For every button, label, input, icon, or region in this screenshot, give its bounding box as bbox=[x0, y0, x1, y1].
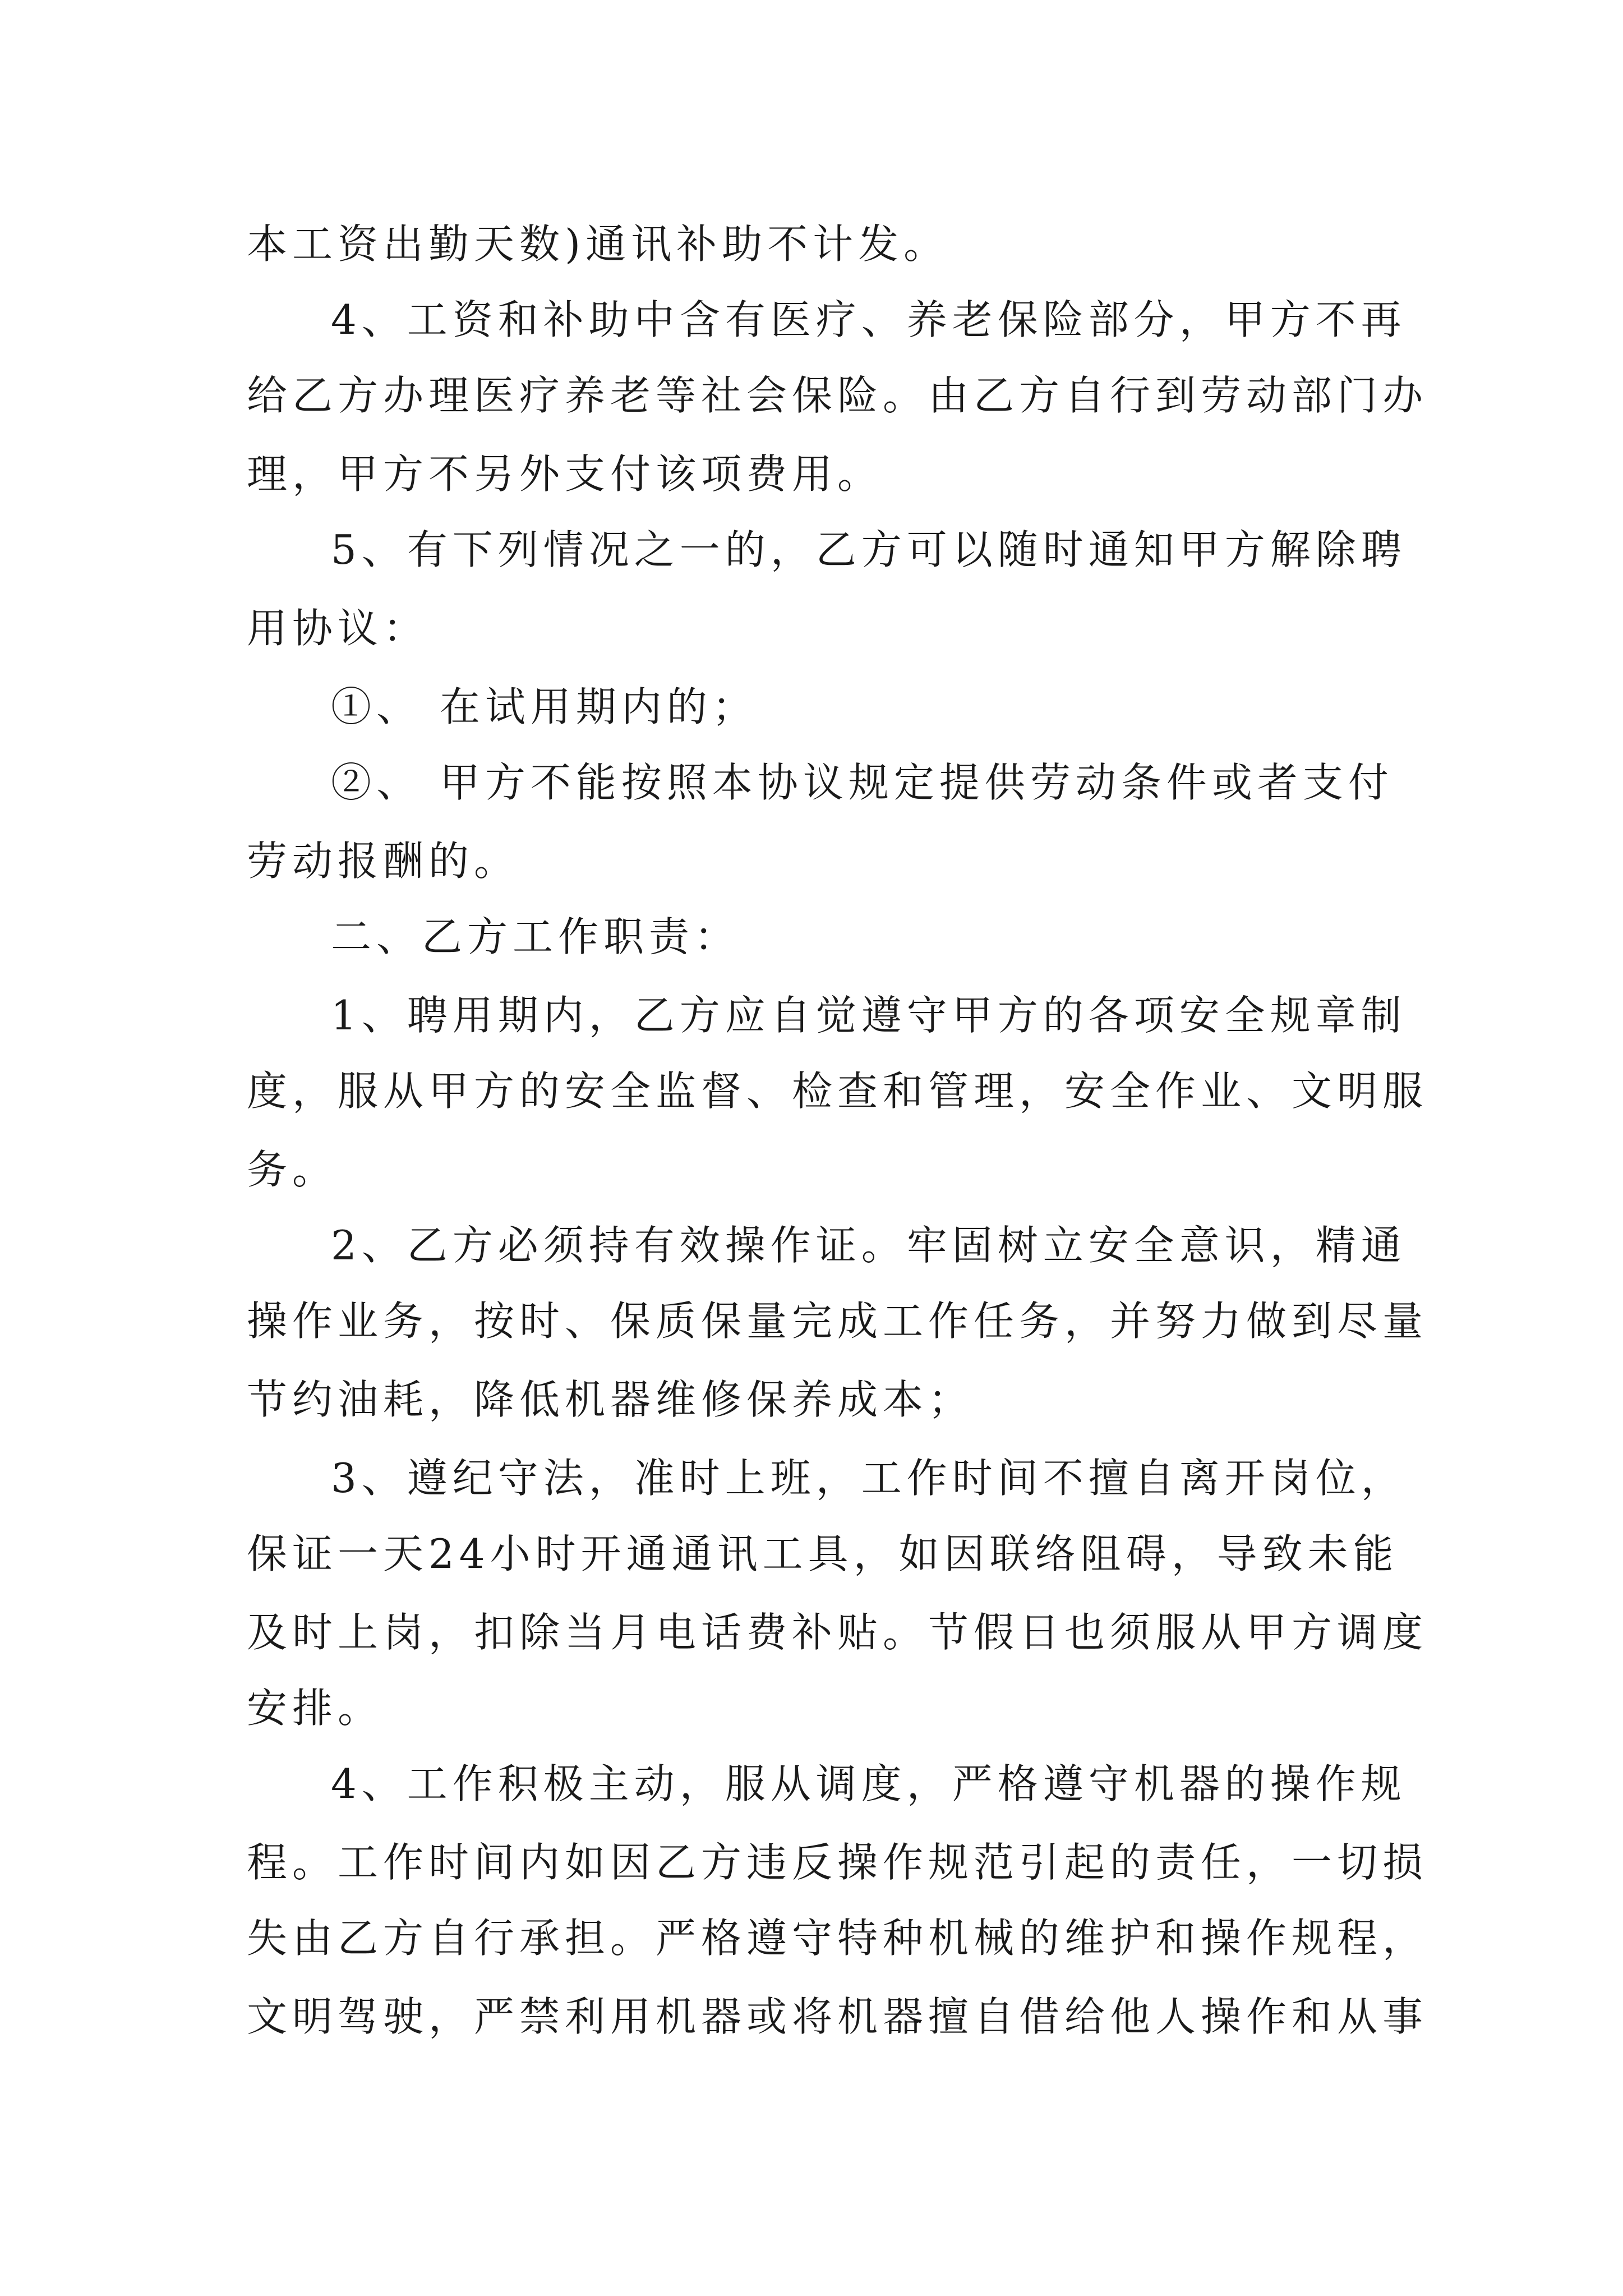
text-line: 度，服从甲方的安全监督、检查和管理，安全作业、文明服 bbox=[247, 1068, 1428, 1115]
text-line: 安排。 bbox=[247, 1685, 384, 1732]
text-line: 保证一天24小时开通通讯工具，如因联络阻碍，导致未能 bbox=[247, 1530, 1399, 1577]
section-heading: 二、乙方工作职责： bbox=[331, 913, 740, 960]
text-line: 理，甲方不另外支付该项费用。 bbox=[247, 450, 883, 498]
text-line: 1、聘用期内，乙方应自觉遵守甲方的各项安全规章制 bbox=[331, 992, 1407, 1039]
text-line: 4、工作积极主动，服从调度，严格遵守机器的操作规 bbox=[331, 1760, 1407, 1807]
text-line: 3、遵纪守法，准时上班，工作时间不擅自离开岗位， bbox=[331, 1455, 1407, 1502]
text-line: ①、 在试用期内的； bbox=[331, 683, 758, 730]
text-line: 节约油耗，降低机器维修保养成本； bbox=[247, 1376, 974, 1423]
text-line: 程。工作时间内如因乙方违反操作规范引起的责任，一切损 bbox=[247, 1839, 1428, 1886]
text-line: 4、工资和补助中含有医疗、养老保险部分，甲方不再 bbox=[331, 296, 1407, 343]
text-line: 本工资出勤天数)通讯补助不计发。 bbox=[247, 220, 949, 268]
text-line: 劳动报酬的。 bbox=[247, 838, 520, 885]
text-line: 给乙方办理医疗养老等社会保险。由乙方自行到劳动部门办 bbox=[247, 372, 1428, 419]
text-line: 操作业务，按时、保质保量完成工作任务，并努力做到尽量 bbox=[247, 1297, 1428, 1345]
text-line: 用协议： bbox=[247, 605, 429, 652]
text-line: 及时上岗，扣除当月电话费补贴。节假日也须服从甲方调度 bbox=[247, 1609, 1428, 1656]
text-line: 务。 bbox=[247, 1146, 338, 1193]
text-line: 文明驾驶，严禁利用机器或将机器擅自借给他人操作和从事 bbox=[247, 1993, 1428, 2040]
text-line: 失由乙方自行承担。严格遵守特种机械的维护和操作规程， bbox=[247, 1915, 1428, 1962]
text-line: 2、乙方必须持有效操作证。牢固树立安全意识，精通 bbox=[331, 1222, 1407, 1269]
text-line: 5、有下列情况之一的，乙方可以随时通知甲方解除聘 bbox=[331, 526, 1407, 573]
text-line: ②、 甲方不能按照本协议规定提供劳动条件或者支付 bbox=[331, 759, 1394, 806]
